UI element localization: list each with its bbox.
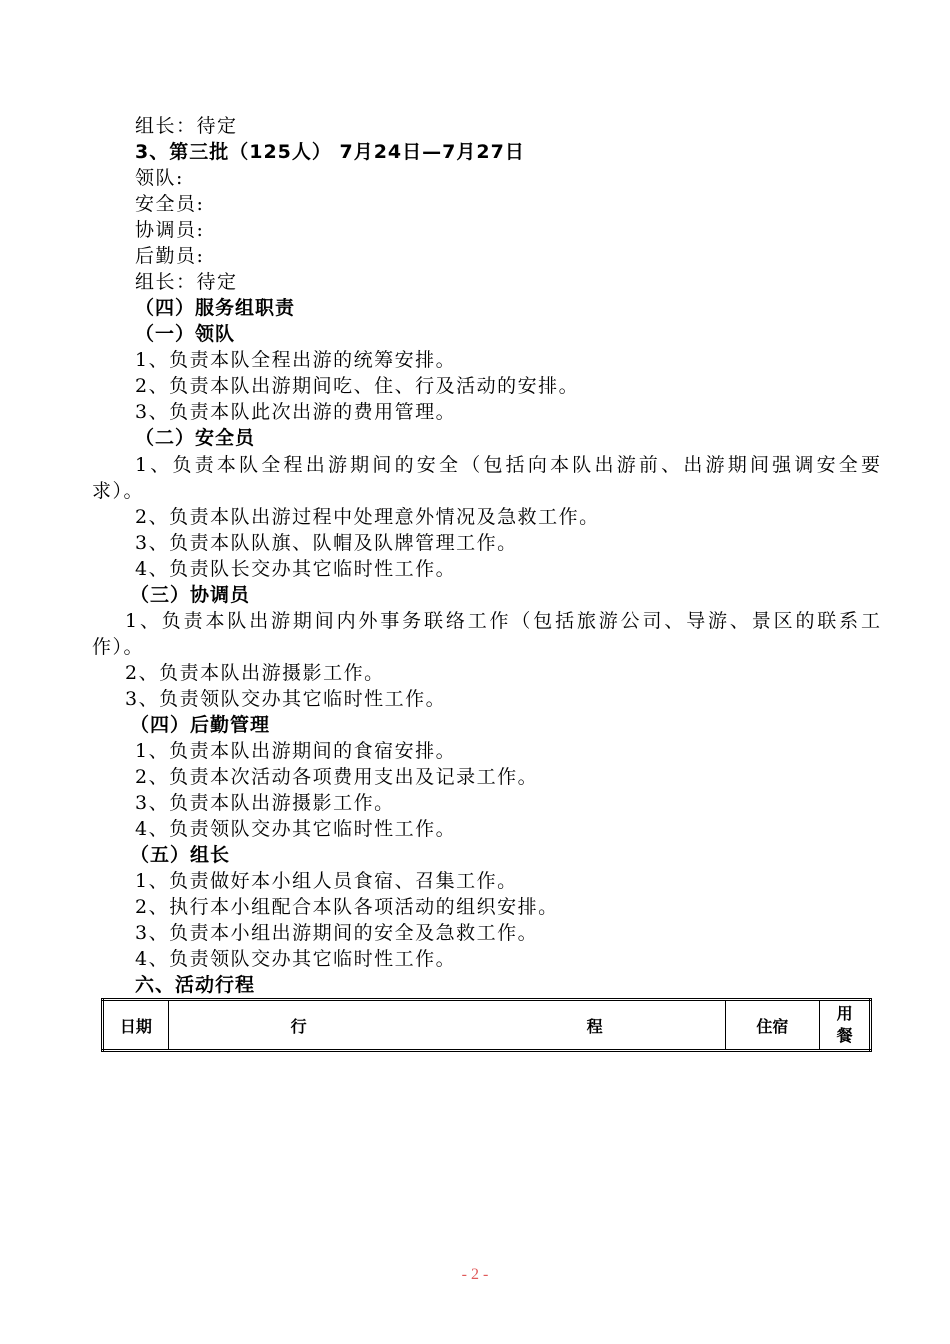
subsection-heading: （一）领队 <box>135 323 236 345</box>
paragraph-line: 作）。 <box>92 636 145 658</box>
date-header: 日期 <box>103 1000 169 1051</box>
paragraph-line: 4、负责领队交办其它临时性工作。 <box>135 948 457 970</box>
section-heading: （四）服务组职责 <box>135 297 296 319</box>
group-leader-line: 组长：待定 <box>135 115 238 137</box>
accommodation-header: 住宿 <box>725 1000 820 1051</box>
subsection-heading: （五）组长 <box>130 844 231 866</box>
paragraph-line: 求）。 <box>92 480 145 502</box>
paragraph-line: 3、负责领队交办其它临时性工作。 <box>125 688 447 710</box>
paragraph-line: 1、负责本队出游期间的食宿安排。 <box>135 740 457 762</box>
paragraph-line: 2、执行本小组配合本队各项活动的组织安排。 <box>135 896 559 918</box>
itinerary-header <box>168 1000 725 1051</box>
paragraph-line: 3、负责本队此次出游的费用管理。 <box>135 401 457 423</box>
paragraph-line: 1、负责本队全程出游的统筹安排。 <box>135 349 457 371</box>
coordinator-line: 协调员: <box>135 219 205 241</box>
subsection-heading: （二）安全员 <box>135 427 256 449</box>
itinerary-header-char-1: 行 <box>290 1016 307 1036</box>
paragraph-line: 2、负责本队出游过程中处理意外情况及急救工作。 <box>135 506 600 528</box>
subsection-heading: （四）后勤管理 <box>130 714 271 736</box>
batch-three-heading: 3、第三批（125人） 7月24日—7月27日 <box>135 141 525 163</box>
safety-officer-line: 安全员: <box>135 193 205 215</box>
paragraph-line: 3、负责本小组出游期间的安全及急救工作。 <box>135 922 539 944</box>
paragraph-line: 2、负责本次活动各项费用支出及记录工作。 <box>135 766 539 788</box>
itinerary-heading: 六、活动行程 <box>135 974 256 996</box>
paragraph-line: 2、负责本队出游摄影工作。 <box>125 662 385 684</box>
group-leader-line-2: 组长：待定 <box>135 271 238 293</box>
meals-header <box>820 1000 871 1051</box>
meals-header-char-2: 餐 <box>836 1026 853 1045</box>
itinerary-table <box>101 998 872 1052</box>
meals-header-char-1: 用 <box>836 1004 853 1023</box>
paragraph-line: 1、负责本队全程出游期间的安全（包括向本队出游前、出游期间强调安全要 <box>135 454 880 476</box>
itinerary-header-char-2: 程 <box>586 1016 603 1036</box>
paragraph-line: 4、负责队长交办其它临时性工作。 <box>135 558 457 580</box>
paragraph-line: 3、负责本队出游摄影工作。 <box>135 792 395 814</box>
paragraph-line: 3、负责本队队旗、队帽及队牌管理工作。 <box>135 532 518 554</box>
paragraph-line: 4、负责领队交办其它临时性工作。 <box>135 818 457 840</box>
team-leader-line: 领队: <box>135 167 184 189</box>
paragraph-line: 1、负责做好本小组人员食宿、召集工作。 <box>135 870 518 892</box>
page-number: - 2 - <box>461 1266 489 1283</box>
paragraph-line: 2、负责本队出游期间吃、住、行及活动的安排。 <box>135 375 580 397</box>
table-header-row <box>103 1000 871 1051</box>
paragraph-line: 1、负责本队出游期间内外事务联络工作（包括旅游公司、导游、景区的联系工 <box>125 610 880 632</box>
subsection-heading: （三）协调员 <box>130 584 251 606</box>
logistics-line: 后勤员: <box>135 245 205 267</box>
